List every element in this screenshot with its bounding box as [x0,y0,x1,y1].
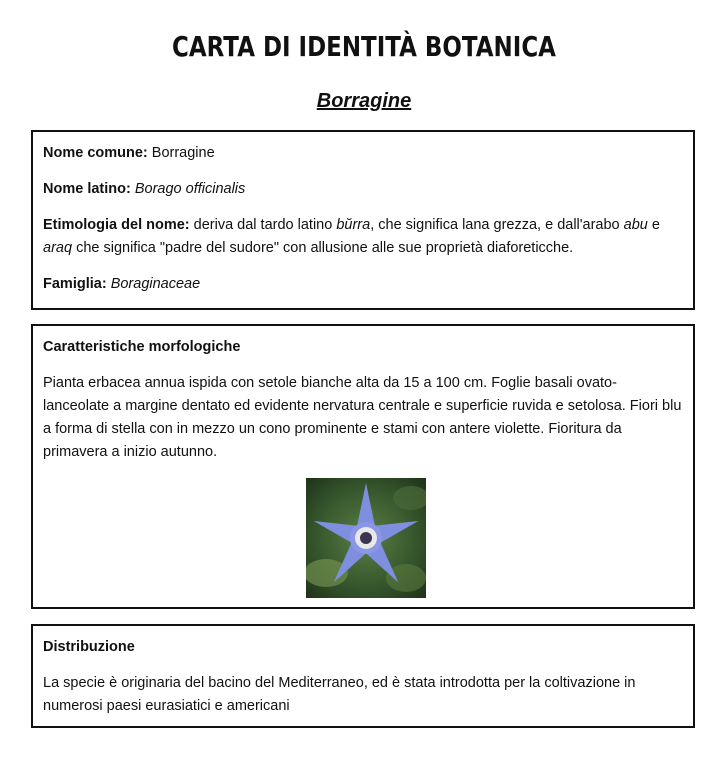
etymology-word-araq: araq [43,240,73,256]
latin-name-value: Borago officinalis [134,181,246,197]
etymology-text-4: che significa "padre del sudore" con allusione alle sue proprietà diaforeticche. [76,240,574,256]
etymology-text-2: , che significa lana grezza, e dall'arabo [370,217,620,233]
family-row [43,273,683,296]
latin-name-label: Nome latino: [43,181,131,197]
common-name-label: Nome comune: [43,145,148,161]
etymology-text-1: deriva dal tardo latino [193,217,333,233]
identity-card [31,130,695,310]
etymology-row [43,214,683,260]
morphology-card [31,324,695,609]
plant-name-subtitle: Borragine [316,90,412,112]
family-value: Boraginaceae [110,276,201,292]
latin-name-row [43,178,683,201]
distribution-text: La specie è originaria del bacino del Mediterraneo, ed è stata introdotta per la coltivazione in numerosi paesi eurasiatici e americani [43,675,636,714]
common-name-row [43,142,683,165]
common-name-value: Borragine [151,145,215,161]
morphology-heading: Caratteristiche morfologiche [43,339,241,355]
distribution-card [31,624,695,728]
etymology-label: Etimologia del nome: [43,217,190,233]
borage-flower-image [306,478,426,598]
family-label: Famiglia: [43,276,107,292]
etymology-word-abu: abu [623,217,648,233]
page-title: CARTA DI IDENTITÀ BOTANICA [172,30,556,63]
etymology-word-burra: bŭrra [336,217,371,233]
morphology-text: Pianta erbacea annua ispida con setole bianche alta da 15 a 100 cm. Foglie basali ovato-lanceolate a margine dentato ed evidente nervatura centrale e superficie ruvida e setolosa. Fiori blu a forma di stella con in mezzo un cono prominente e stami con antere violette. Fioritura da primavera a inizio autunno. [43,375,682,460]
etymology-text-3: e [651,217,660,233]
distribution-heading: Distribuzione [43,639,135,655]
